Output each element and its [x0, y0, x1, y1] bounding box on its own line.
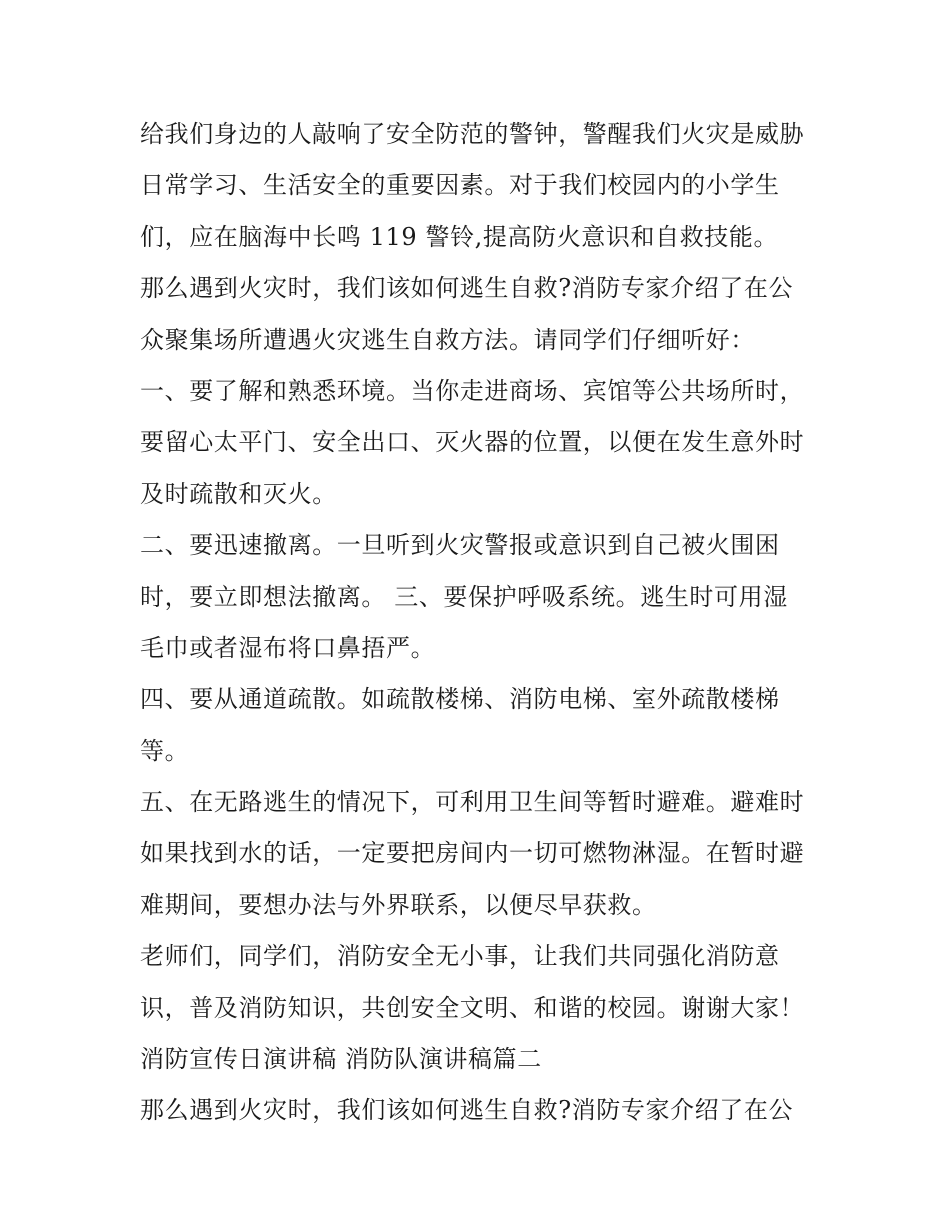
text-line: 给我们身边的人敲响了安全防范的警钟，警醒我们火灾是威胁	[140, 120, 805, 148]
text-line: 老师们，同学们，消防安全无小事，让我们共同强化消防意	[140, 942, 780, 971]
text-line: 识，普及消防知识，共创安全文明、和谐的校园。谢谢大家！	[140, 993, 805, 1022]
text-line: 时，要立即想法撤离。 三、要保护呼吸系统。逃生时可用湿	[140, 582, 788, 611]
text-line: 那么遇到火灾时，我们该如何逃生自救?消防专家介绍了在公	[140, 274, 794, 303]
text-line: 们，应在脑海中长鸣 119 警铃,提高防火意识和自救技能。	[140, 222, 779, 251]
section-heading: 消防宣传日演讲稿 消防队演讲稿篇二	[140, 1045, 542, 1074]
text-line: 四、要从通道疏散。如疏散楼梯、消防电梯、室外疏散楼梯	[140, 685, 780, 714]
text-line: 等。	[140, 736, 190, 765]
text-line: 二、要迅速撤离。一旦听到火灾警报或意识到自己被火围困	[140, 531, 780, 560]
text-line: 及时疏散和灭火。	[140, 479, 337, 508]
text-line: 如果找到水的话，一定要把房间内一切可燃物淋湿。在暂时避	[140, 839, 805, 868]
document-body	[140, 109, 820, 1137]
text-line: 五、在无路逃生的情况下，可利用卫生间等暂时避难。避难时	[140, 788, 805, 817]
text-line: 要留心太平门、安全出口、灭火器的位置，以便在发生意外时	[140, 428, 805, 457]
text-line: 一、要了解和熟悉环境。当你走进商场、宾馆等公共场所时，	[140, 376, 805, 405]
text-line: 毛巾或者湿布将口鼻捂严。	[140, 633, 436, 662]
text-line: 日常学习、生活安全的重要因素。对于我们校园内的小学生	[140, 171, 780, 200]
text-line: 难期间，要想办法与外界联系，以便尽早获救。	[140, 890, 657, 919]
text-line: 众聚集场所遭遇火灾逃生自救方法。请同学们仔细听好：	[140, 325, 755, 354]
text-line: 那么遇到火灾时，我们该如何逃生自救?消防专家介绍了在公	[140, 1096, 794, 1125]
